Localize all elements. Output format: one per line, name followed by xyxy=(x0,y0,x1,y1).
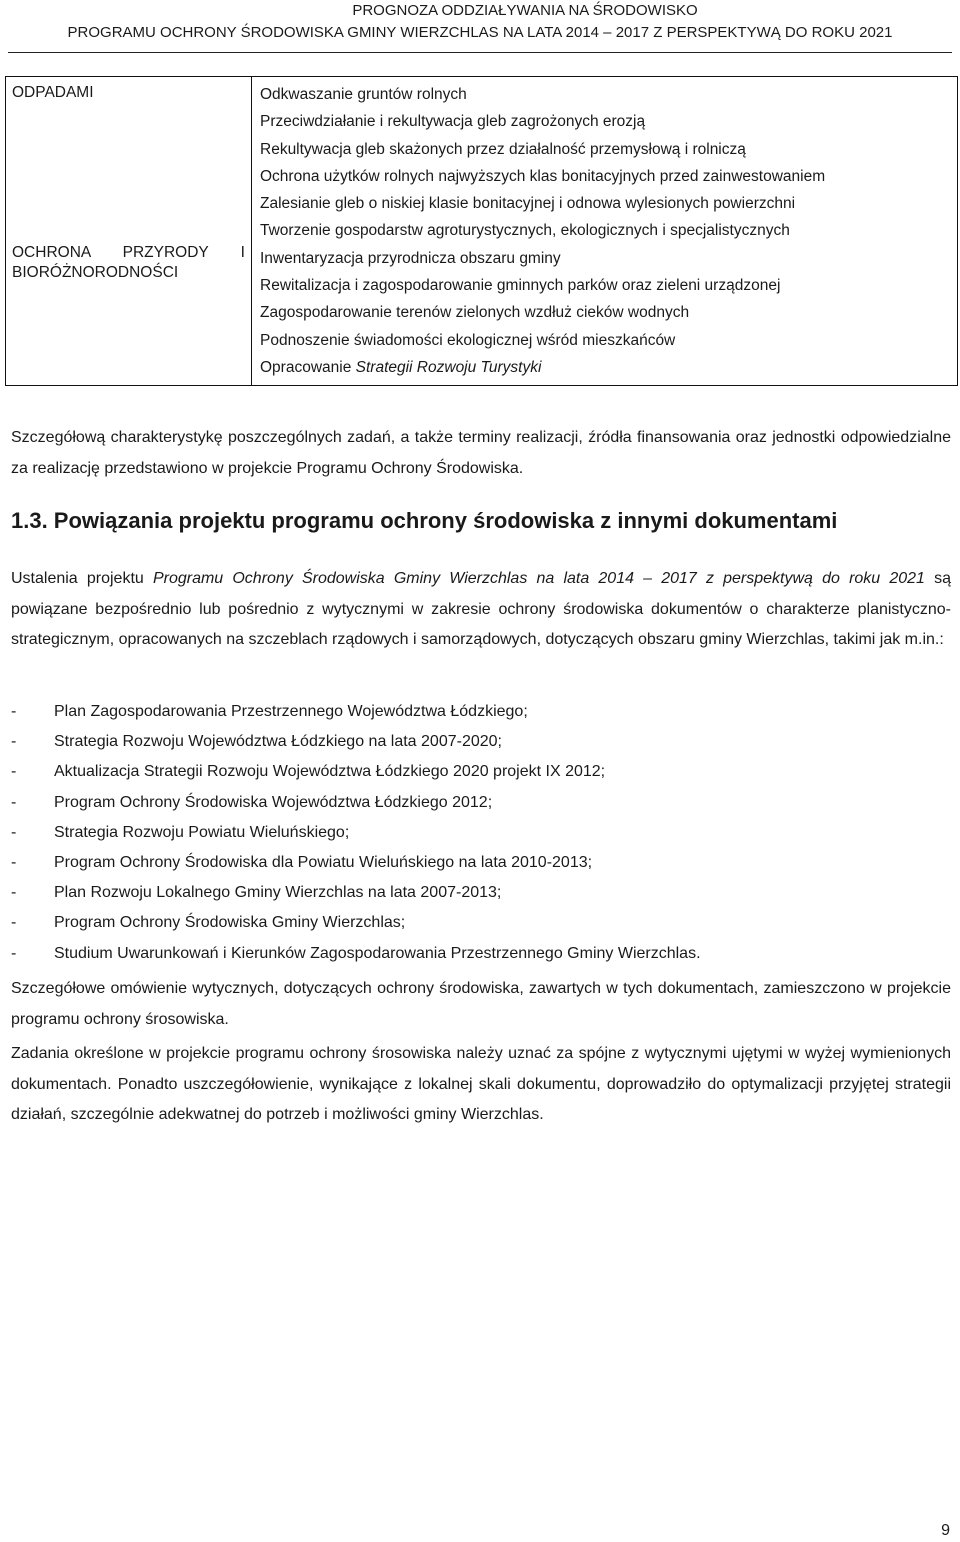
task-item: Podnoszenie świadomości ekologicznej wśród mieszkańców xyxy=(260,331,676,349)
task-item: Rekultywacja gleb skażonych przez działalność przemysłową i rolniczą xyxy=(260,140,746,158)
category-cell xyxy=(6,77,252,386)
list-item xyxy=(11,757,951,787)
list-item xyxy=(11,818,951,848)
list-item xyxy=(11,878,951,908)
list-item-text: Strategia Rozwoju Województwa Łódzkiego na lata 2007-2020; xyxy=(54,733,502,751)
task-item: Zagospodarowanie terenów zielonych wzdłuż cieków wodnych xyxy=(260,304,690,322)
list-item xyxy=(11,908,951,938)
task-item: Ochrona użytków rolnych najwyższych klas bonitacyjnych przed zainwestowaniem xyxy=(260,167,826,185)
dash-marker: - xyxy=(11,793,17,811)
paragraph-conclusion: Zadania określone w projekcie programu ochrony śrosowiska należy uznać za spójne z wytycznymi ujętymi w wyżej wymienionych dokumentach. Ponadto uszczegółowienie, wynikające z lokalnej skali dokumentu, doprowadziło do optymalizacji przyjętej strategii działań, szczególnie adekwatnej do potrzeb i możliwości gminy Wierzchlas. xyxy=(11,1045,951,1123)
dash-marker: - xyxy=(11,914,17,932)
list-item xyxy=(11,727,951,757)
list-item-text: Plan Rozwoju Lokalnego Gminy Wierzchlas na lata 2007-2013; xyxy=(54,884,502,902)
header-divider xyxy=(8,52,952,53)
task-item: Inwentaryzacja przyrodnicza obszaru gminy xyxy=(260,249,561,267)
list-item xyxy=(11,697,951,727)
task-list-cell xyxy=(252,77,958,386)
task-item-last xyxy=(260,354,949,381)
list-item-text: Program Ochrony Środowiska dla Powiatu Wieluńskiego na lata 2010-2013; xyxy=(54,854,593,872)
paragraph-summary: Szczegółowe omówienie wytycznych, dotyczących ochrony środowiska, zawartych w tych dokumentach, zamieszczono w projekcie programu ochrony śrosowiska. xyxy=(11,980,951,1028)
dash-marker: - xyxy=(11,823,17,841)
task-item-italic: Strategii Rozwoju Turystyki xyxy=(355,358,542,376)
task-item: Rewitalizacja i zagospodarowanie gminnych parków oraz zieleni urządzonej xyxy=(260,277,781,295)
page-header xyxy=(0,0,960,44)
paragraph-relations-pre: Ustalenia projektu xyxy=(11,570,153,587)
list-item xyxy=(11,848,951,878)
dash-marker: - xyxy=(11,763,17,781)
tasks-table xyxy=(5,76,958,386)
list-item xyxy=(11,939,951,969)
header-line-2: PROGRAMU OCHRONY ŚRODOWISKA GMINY WIERZCHLAS NA LATA 2014 – 2017 Z PERSPEKTYWĄ DO ROKU 2021 xyxy=(67,24,893,41)
task-item: Odkwaszanie gruntów rolnych xyxy=(260,86,467,103)
dash-marker: - xyxy=(11,733,17,751)
list-item-text: Program Ochrony Środowiska Gminy Wierzchlas; xyxy=(54,914,406,932)
dash-marker: - xyxy=(11,854,17,872)
documents-list xyxy=(11,697,951,969)
paragraph-relations-italic: Programu Ochrony Środowiska Gminy Wierzchlas na lata 2014 – 2017 z perspektywą do roku 2021 xyxy=(152,570,925,587)
task-item-prefix: Opracowanie xyxy=(260,358,356,376)
category-przyroda-line2: BIORÓŻNORODNOŚCI xyxy=(12,264,179,281)
list-item-text: Program Ochrony Środowiska Województwa Łódzkiego 2012; xyxy=(54,793,493,811)
list-item xyxy=(11,788,951,818)
paragraph-relations xyxy=(11,564,951,656)
task-item: Zalesianie gleb o niskiej klasie bonitacyjnej i odnowa wylesionych powierzchni xyxy=(260,195,796,213)
dash-marker: - xyxy=(11,884,17,902)
category-przyroda-line1: OCHRONA PRZYRODY I xyxy=(12,244,245,261)
paragraph-details: Szczegółową charakterystykę poszczególnych zadań, a także terminy realizacji, źródła finansowania oraz jednostki odpowiedzialne za realizację przedstawiono w projekcie Programu Ochrony Środowiska. xyxy=(11,429,951,477)
list-item-text: Plan Zagospodarowania Przestrzennego Województwa Łódzkiego; xyxy=(54,703,528,720)
page-number: 9 xyxy=(941,1522,950,1539)
category-odpady: ODPADAMI xyxy=(12,84,94,101)
task-item: Tworzenie gospodarstw agroturystycznych, ekologicznych i specjalistycznych xyxy=(260,222,790,240)
section-heading: 1.3. Powiązania projektu programu ochrony środowiska z innymi dokumentami xyxy=(11,508,838,533)
list-item-text: Studium Uwarunkowań i Kierunków Zagospodarowania Przestrzennego Gminy Wierzchlas. xyxy=(54,944,701,962)
list-item-text: Aktualizacja Strategii Rozwoju Województwa Łódzkiego 2020 projekt IX 2012; xyxy=(54,763,606,781)
header-line-1: PROGNOZA ODDZIAŁYWANIA NA ŚRODOWISKO xyxy=(352,2,698,19)
dash-marker: - xyxy=(11,703,17,720)
list-item-text: Strategia Rozwoju Powiatu Wieluńskiego; xyxy=(54,823,350,841)
task-item: Przeciwdziałanie i rekultywacja gleb zagrożonych erozją xyxy=(260,113,646,131)
dash-marker: - xyxy=(11,944,17,962)
paragraph-relations-post: są powiązane bezpośrednio lub pośrednio z wytycznymi w zakresie ochrony środowiska dokumentów o charakterze planistyczno-strategicznym, opracowanych na szczeblach rządowych i samorządowych, dotyczących obszaru gminy Wierzchlas, takimi jak m.in.: xyxy=(11,570,952,648)
